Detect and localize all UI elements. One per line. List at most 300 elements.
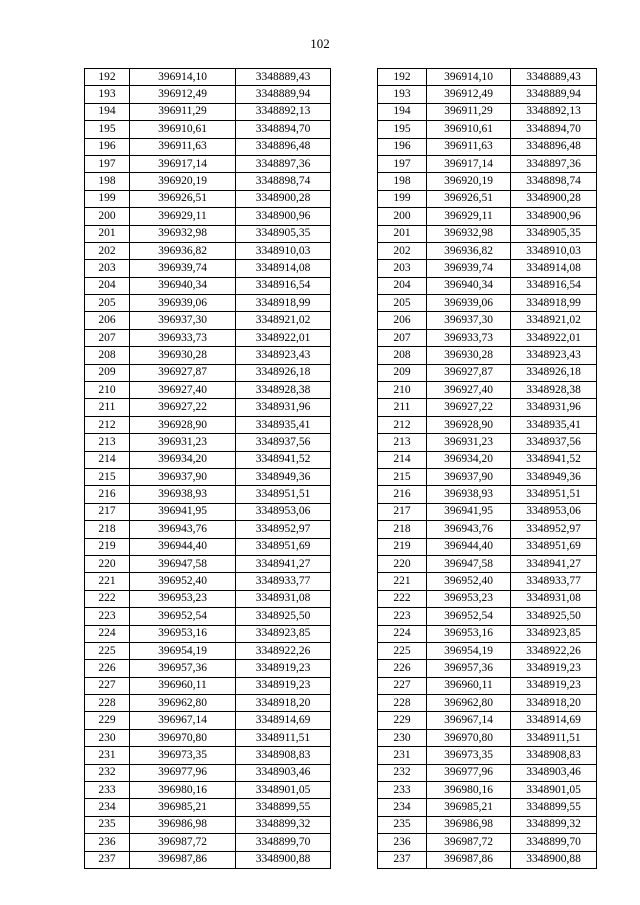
table-row: [85, 86, 331, 103]
y-coordinate-cell: 3348919,23: [236, 660, 331, 677]
x-coordinate-cell: 396939,74: [427, 260, 511, 277]
point-number-cell: 221: [85, 573, 130, 590]
x-coordinate-cell: 396927,22: [130, 399, 236, 416]
point-number-cell: 210: [378, 382, 427, 399]
table-row: [378, 521, 597, 538]
point-number-cell: 204: [378, 277, 427, 294]
table-row: [378, 642, 597, 659]
point-number-cell: 207: [378, 329, 427, 346]
point-number-cell: 198: [378, 173, 427, 190]
point-number-cell: 220: [85, 555, 130, 572]
y-coordinate-cell: 3348952,97: [511, 521, 597, 538]
y-coordinate-cell: 3348892,13: [511, 103, 597, 120]
table-row: [85, 260, 331, 277]
point-number-cell: 231: [85, 747, 130, 764]
y-coordinate-cell: 3348923,85: [236, 625, 331, 642]
x-coordinate-cell: 396941,95: [130, 503, 236, 520]
table-row: [85, 434, 331, 451]
y-coordinate-cell: 3348923,85: [511, 625, 597, 642]
y-coordinate-cell: 3348900,28: [511, 190, 597, 207]
point-number-cell: 209: [378, 364, 427, 381]
x-coordinate-cell: 396943,76: [130, 521, 236, 538]
y-coordinate-cell: 3348922,26: [511, 642, 597, 659]
x-coordinate-cell: 396953,23: [130, 590, 236, 607]
y-coordinate-cell: 3348899,55: [236, 799, 331, 816]
point-number-cell: 212: [85, 416, 130, 433]
x-coordinate-cell: 396962,80: [427, 695, 511, 712]
y-coordinate-cell: 3348892,13: [236, 103, 331, 120]
table-row: [378, 451, 597, 468]
point-number-cell: 199: [378, 190, 427, 207]
table-row: [85, 521, 331, 538]
point-number-cell: 192: [378, 69, 427, 86]
point-number-cell: 196: [85, 138, 130, 155]
y-coordinate-cell: 3348905,35: [511, 225, 597, 242]
table-row: [85, 242, 331, 259]
y-coordinate-cell: 3348935,41: [511, 416, 597, 433]
y-coordinate-cell: 3348933,77: [236, 573, 331, 590]
x-coordinate-cell: 396980,16: [427, 782, 511, 799]
x-coordinate-cell: 396938,93: [130, 486, 236, 503]
point-number-cell: 231: [378, 747, 427, 764]
point-number-cell: 216: [85, 486, 130, 503]
x-coordinate-cell: 396953,16: [427, 625, 511, 642]
y-coordinate-cell: 3348905,35: [236, 225, 331, 242]
y-coordinate-cell: 3348941,52: [511, 451, 597, 468]
table-row: [378, 503, 597, 520]
table-row: [85, 573, 331, 590]
table-row: [85, 851, 331, 868]
point-number-cell: 225: [378, 642, 427, 659]
point-number-cell: 198: [85, 173, 130, 190]
point-number-cell: 202: [378, 242, 427, 259]
point-number-cell: 230: [85, 729, 130, 746]
table-row: [85, 364, 331, 381]
point-number-cell: 227: [378, 677, 427, 694]
table-row: [378, 486, 597, 503]
y-coordinate-cell: 3348899,55: [511, 799, 597, 816]
table-row: [85, 608, 331, 625]
y-coordinate-cell: 3348941,52: [236, 451, 331, 468]
table-row: [378, 277, 597, 294]
x-coordinate-cell: 396954,19: [130, 642, 236, 659]
x-coordinate-cell: 396943,76: [427, 521, 511, 538]
x-coordinate-cell: 396953,23: [427, 590, 511, 607]
table-row: [85, 747, 331, 764]
y-coordinate-cell: 3348925,50: [236, 608, 331, 625]
table-row: [378, 712, 597, 729]
table-row: [378, 590, 597, 607]
y-coordinate-cell: 3348910,03: [511, 242, 597, 259]
point-number-cell: 211: [378, 399, 427, 416]
table-row: [378, 625, 597, 642]
y-coordinate-cell: 3348951,51: [236, 486, 331, 503]
y-coordinate-cell: 3348919,23: [511, 660, 597, 677]
x-coordinate-cell: 396927,87: [427, 364, 511, 381]
point-number-cell: 208: [85, 347, 130, 364]
x-coordinate-cell: 396986,98: [130, 816, 236, 833]
y-coordinate-cell: 3348914,08: [511, 260, 597, 277]
y-coordinate-cell: 3348896,48: [236, 138, 331, 155]
point-number-cell: 228: [85, 695, 130, 712]
point-number-cell: 230: [378, 729, 427, 746]
x-coordinate-cell: 396987,86: [427, 851, 511, 868]
y-coordinate-cell: 3348918,99: [511, 295, 597, 312]
point-number-cell: 205: [85, 295, 130, 312]
point-number-cell: 223: [378, 608, 427, 625]
y-coordinate-cell: 3348894,70: [511, 121, 597, 138]
y-coordinate-cell: 3348889,94: [511, 86, 597, 103]
y-coordinate-cell: 3348900,88: [236, 851, 331, 868]
y-coordinate-cell: 3348923,43: [236, 347, 331, 364]
y-coordinate-cell: 3348903,46: [511, 764, 597, 781]
table-row: [378, 364, 597, 381]
table-row: [378, 225, 597, 242]
table-row: [378, 69, 597, 86]
x-coordinate-cell: 396912,49: [427, 86, 511, 103]
point-number-cell: 232: [378, 764, 427, 781]
table-row: [378, 382, 597, 399]
point-number-cell: 217: [378, 503, 427, 520]
y-coordinate-cell: 3348899,32: [236, 816, 331, 833]
point-number-cell: 208: [378, 347, 427, 364]
table-row: [378, 782, 597, 799]
x-coordinate-cell: 396980,16: [130, 782, 236, 799]
x-coordinate-cell: 396947,58: [427, 555, 511, 572]
x-coordinate-cell: 396977,96: [427, 764, 511, 781]
y-coordinate-cell: 3348901,05: [511, 782, 597, 799]
y-coordinate-cell: 3348937,56: [236, 434, 331, 451]
point-number-cell: 207: [85, 329, 130, 346]
point-number-cell: 201: [378, 225, 427, 242]
table-row: [85, 347, 331, 364]
table-row: [85, 625, 331, 642]
x-coordinate-cell: 396952,40: [130, 573, 236, 590]
table-row: [85, 103, 331, 120]
table-row: [378, 468, 597, 485]
table-row: [378, 295, 597, 312]
x-coordinate-cell: 396987,72: [427, 834, 511, 851]
point-number-cell: 194: [85, 103, 130, 120]
y-coordinate-cell: 3348894,70: [236, 121, 331, 138]
y-coordinate-cell: 3348899,32: [511, 816, 597, 833]
y-coordinate-cell: 3348953,06: [511, 503, 597, 520]
y-coordinate-cell: 3348916,54: [236, 277, 331, 294]
x-coordinate-cell: 396947,58: [130, 555, 236, 572]
x-coordinate-cell: 396931,23: [427, 434, 511, 451]
x-coordinate-cell: 396937,30: [130, 312, 236, 329]
coordinates-table-right: [377, 68, 597, 869]
y-coordinate-cell: 3348931,96: [511, 399, 597, 416]
table-row: [378, 677, 597, 694]
table-row: [85, 208, 331, 225]
x-coordinate-cell: 396944,40: [130, 538, 236, 555]
point-number-cell: 214: [85, 451, 130, 468]
point-number-cell: 235: [378, 816, 427, 833]
point-number-cell: 202: [85, 242, 130, 259]
point-number-cell: 211: [85, 399, 130, 416]
table-row: [378, 347, 597, 364]
x-coordinate-cell: 396910,61: [130, 121, 236, 138]
y-coordinate-cell: 3348931,08: [236, 590, 331, 607]
table-row: [85, 225, 331, 242]
point-number-cell: 212: [378, 416, 427, 433]
y-coordinate-cell: 3348951,69: [236, 538, 331, 555]
y-coordinate-cell: 3348896,48: [511, 138, 597, 155]
point-number-cell: 224: [378, 625, 427, 642]
table-row: [85, 451, 331, 468]
y-coordinate-cell: 3348925,50: [511, 608, 597, 625]
point-number-cell: 225: [85, 642, 130, 659]
y-coordinate-cell: 3348922,01: [511, 329, 597, 346]
y-coordinate-cell: 3348928,38: [236, 382, 331, 399]
x-coordinate-cell: 396960,11: [130, 677, 236, 694]
table-row: [378, 747, 597, 764]
point-number-cell: 197: [378, 155, 427, 172]
table-row: [378, 173, 597, 190]
y-coordinate-cell: 3348899,70: [511, 834, 597, 851]
table-row: [85, 677, 331, 694]
y-coordinate-cell: 3348900,28: [236, 190, 331, 207]
point-number-cell: 203: [378, 260, 427, 277]
y-coordinate-cell: 3348898,74: [511, 173, 597, 190]
x-coordinate-cell: 396920,19: [427, 173, 511, 190]
point-number-cell: 234: [85, 799, 130, 816]
x-coordinate-cell: 396986,98: [427, 816, 511, 833]
table-row: [378, 190, 597, 207]
y-coordinate-cell: 3348889,43: [236, 69, 331, 86]
y-coordinate-cell: 3348921,02: [236, 312, 331, 329]
table-row: [378, 555, 597, 572]
x-coordinate-cell: 396960,11: [427, 677, 511, 694]
y-coordinate-cell: 3348914,69: [511, 712, 597, 729]
point-number-cell: 222: [378, 590, 427, 607]
point-number-cell: 235: [85, 816, 130, 833]
y-coordinate-cell: 3348922,26: [236, 642, 331, 659]
table-row: [85, 416, 331, 433]
x-coordinate-cell: 396928,90: [130, 416, 236, 433]
point-number-cell: 226: [378, 660, 427, 677]
table-row: [85, 173, 331, 190]
x-coordinate-cell: 396911,29: [427, 103, 511, 120]
table-row: [378, 764, 597, 781]
y-coordinate-cell: 3348897,36: [236, 155, 331, 172]
x-coordinate-cell: 396970,80: [427, 729, 511, 746]
y-coordinate-cell: 3348918,20: [236, 695, 331, 712]
coordinates-table-left: [84, 68, 331, 869]
table-row: [85, 782, 331, 799]
x-coordinate-cell: 396987,72: [130, 834, 236, 851]
y-coordinate-cell: 3348941,27: [511, 555, 597, 572]
x-coordinate-cell: 396914,10: [130, 69, 236, 86]
point-number-cell: 236: [85, 834, 130, 851]
point-number-cell: 206: [378, 312, 427, 329]
y-coordinate-cell: 3348900,96: [236, 208, 331, 225]
y-coordinate-cell: 3348953,06: [236, 503, 331, 520]
y-coordinate-cell: 3348903,46: [236, 764, 331, 781]
x-coordinate-cell: 396932,98: [427, 225, 511, 242]
point-number-cell: 234: [378, 799, 427, 816]
point-number-cell: 215: [378, 468, 427, 485]
point-number-cell: 236: [378, 834, 427, 851]
table-row: [85, 503, 331, 520]
table-row: [378, 729, 597, 746]
table-row: [378, 208, 597, 225]
y-coordinate-cell: 3348908,83: [236, 747, 331, 764]
table-row: [85, 155, 331, 172]
table-row: [378, 434, 597, 451]
x-coordinate-cell: 396927,87: [130, 364, 236, 381]
x-coordinate-cell: 396953,16: [130, 625, 236, 642]
y-coordinate-cell: 3348937,56: [511, 434, 597, 451]
x-coordinate-cell: 396937,30: [427, 312, 511, 329]
x-coordinate-cell: 396934,20: [130, 451, 236, 468]
point-number-cell: 213: [85, 434, 130, 451]
x-coordinate-cell: 396939,06: [427, 295, 511, 312]
point-number-cell: 237: [378, 851, 427, 868]
x-coordinate-cell: 396937,90: [130, 468, 236, 485]
table-row: [378, 573, 597, 590]
point-number-cell: 203: [85, 260, 130, 277]
x-coordinate-cell: 396952,54: [427, 608, 511, 625]
table-row: [85, 468, 331, 485]
table-row: [378, 816, 597, 833]
point-number-cell: 199: [85, 190, 130, 207]
point-number-cell: 205: [378, 295, 427, 312]
y-coordinate-cell: 3348897,36: [511, 155, 597, 172]
table-row: [85, 277, 331, 294]
table-row: [378, 538, 597, 555]
x-coordinate-cell: 396952,54: [130, 608, 236, 625]
table-row: [85, 69, 331, 86]
x-coordinate-cell: 396927,40: [427, 382, 511, 399]
x-coordinate-cell: 396985,21: [427, 799, 511, 816]
y-coordinate-cell: 3348921,02: [511, 312, 597, 329]
y-coordinate-cell: 3348935,41: [236, 416, 331, 433]
table-row: [85, 121, 331, 138]
point-number-cell: 222: [85, 590, 130, 607]
y-coordinate-cell: 3348900,88: [511, 851, 597, 868]
point-number-cell: 214: [378, 451, 427, 468]
table-row: [85, 712, 331, 729]
point-number-cell: 197: [85, 155, 130, 172]
x-coordinate-cell: 396940,34: [130, 277, 236, 294]
table-row: [85, 764, 331, 781]
table-row: [85, 816, 331, 833]
x-coordinate-cell: 396929,11: [130, 208, 236, 225]
table-row: [378, 121, 597, 138]
y-coordinate-cell: 3348931,08: [511, 590, 597, 607]
y-coordinate-cell: 3348952,97: [236, 521, 331, 538]
point-number-cell: 196: [378, 138, 427, 155]
table-row: [85, 486, 331, 503]
x-coordinate-cell: 396933,73: [427, 329, 511, 346]
point-number-cell: 219: [85, 538, 130, 555]
x-coordinate-cell: 396917,14: [130, 155, 236, 172]
point-number-cell: 200: [85, 208, 130, 225]
table-row: [378, 86, 597, 103]
x-coordinate-cell: 396954,19: [427, 642, 511, 659]
y-coordinate-cell: 3348899,70: [236, 834, 331, 851]
x-coordinate-cell: 396932,98: [130, 225, 236, 242]
y-coordinate-cell: 3348931,96: [236, 399, 331, 416]
table-row: [85, 138, 331, 155]
point-number-cell: 206: [85, 312, 130, 329]
x-coordinate-cell: 396973,35: [130, 747, 236, 764]
y-coordinate-cell: 3348941,27: [236, 555, 331, 572]
x-coordinate-cell: 396927,22: [427, 399, 511, 416]
x-coordinate-cell: 396910,61: [427, 121, 511, 138]
x-coordinate-cell: 396939,74: [130, 260, 236, 277]
y-coordinate-cell: 3348901,05: [236, 782, 331, 799]
x-coordinate-cell: 396977,96: [130, 764, 236, 781]
y-coordinate-cell: 3348908,83: [511, 747, 597, 764]
y-coordinate-cell: 3348949,36: [236, 468, 331, 485]
x-coordinate-cell: 396938,93: [427, 486, 511, 503]
table-row: [85, 834, 331, 851]
point-number-cell: 220: [378, 555, 427, 572]
table-row: [378, 399, 597, 416]
x-coordinate-cell: 396930,28: [427, 347, 511, 364]
table-row: [378, 851, 597, 868]
x-coordinate-cell: 396911,63: [130, 138, 236, 155]
y-coordinate-cell: 3348889,43: [511, 69, 597, 86]
x-coordinate-cell: 396937,90: [427, 468, 511, 485]
y-coordinate-cell: 3348933,77: [511, 573, 597, 590]
x-coordinate-cell: 396931,23: [130, 434, 236, 451]
point-number-cell: 193: [378, 86, 427, 103]
point-number-cell: 237: [85, 851, 130, 868]
table-row: [378, 329, 597, 346]
x-coordinate-cell: 396936,82: [130, 242, 236, 259]
point-number-cell: 216: [378, 486, 427, 503]
y-coordinate-cell: 3348918,99: [236, 295, 331, 312]
y-coordinate-cell: 3348919,23: [236, 677, 331, 694]
point-number-cell: 213: [378, 434, 427, 451]
x-coordinate-cell: 396957,36: [427, 660, 511, 677]
y-coordinate-cell: 3348900,96: [511, 208, 597, 225]
point-number-cell: 210: [85, 382, 130, 399]
point-number-cell: 215: [85, 468, 130, 485]
point-number-cell: 192: [85, 69, 130, 86]
table-row: [378, 660, 597, 677]
point-number-cell: 219: [378, 538, 427, 555]
table-row: [378, 834, 597, 851]
point-number-cell: 226: [85, 660, 130, 677]
table-row: [378, 312, 597, 329]
x-coordinate-cell: 396967,14: [427, 712, 511, 729]
y-coordinate-cell: 3348889,94: [236, 86, 331, 103]
point-number-cell: 233: [85, 782, 130, 799]
x-coordinate-cell: 396911,29: [130, 103, 236, 120]
table-row: [85, 642, 331, 659]
x-coordinate-cell: 396941,95: [427, 503, 511, 520]
table-row: [378, 608, 597, 625]
table-row: [378, 138, 597, 155]
x-coordinate-cell: 396920,19: [130, 173, 236, 190]
table-row: [378, 260, 597, 277]
y-coordinate-cell: 3348923,43: [511, 347, 597, 364]
page-number: 102: [310, 36, 330, 51]
y-coordinate-cell: 3348949,36: [511, 468, 597, 485]
x-coordinate-cell: 396929,11: [427, 208, 511, 225]
x-coordinate-cell: 396926,51: [427, 190, 511, 207]
table-row: [85, 590, 331, 607]
table-row: [378, 155, 597, 172]
table-row: [378, 103, 597, 120]
point-number-cell: 223: [85, 608, 130, 625]
point-number-cell: 204: [85, 277, 130, 294]
